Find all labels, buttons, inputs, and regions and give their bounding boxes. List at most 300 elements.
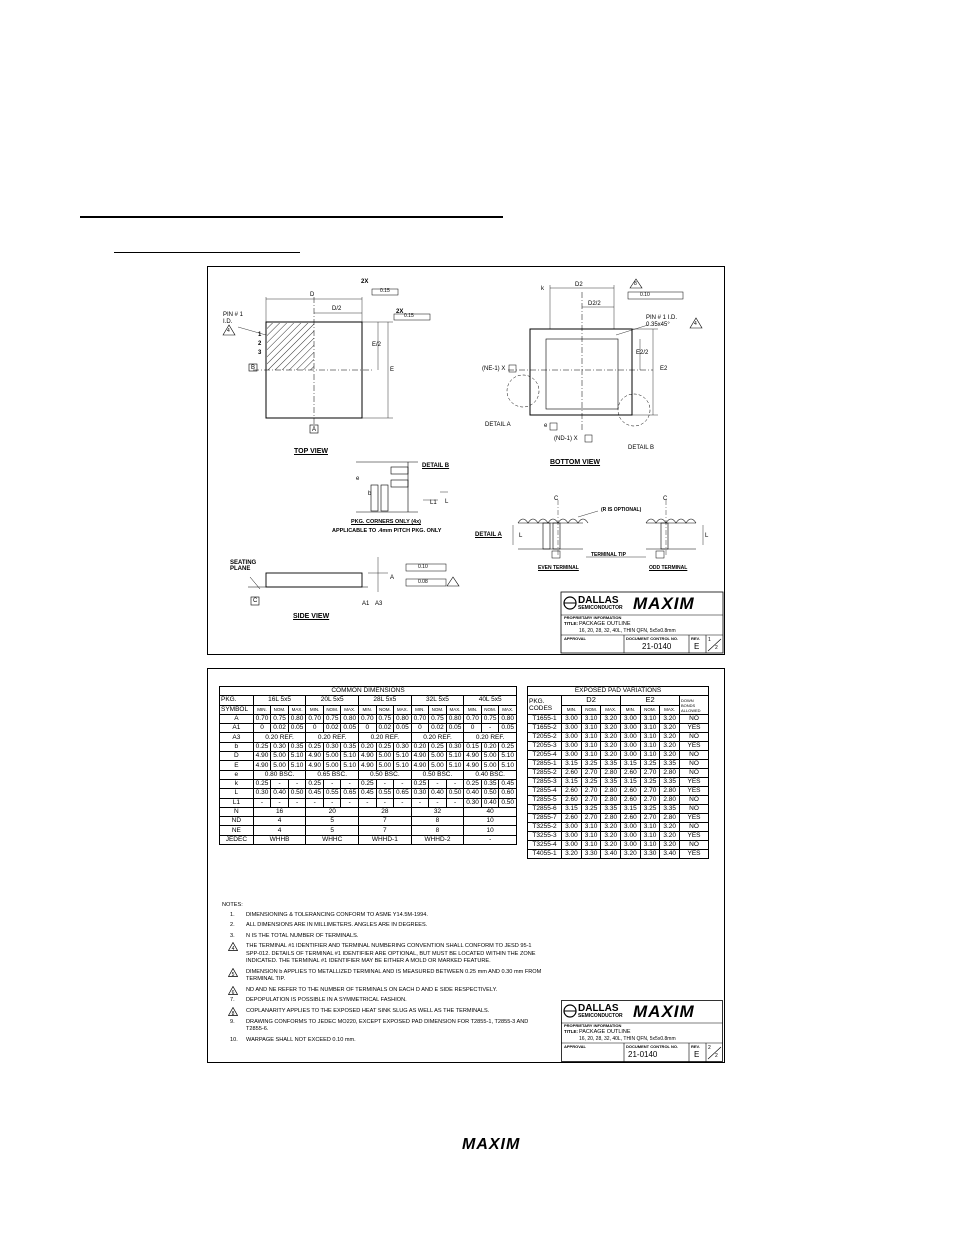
- value-cell: 3.10: [581, 840, 601, 849]
- tol-008-side: 0.08: [418, 579, 428, 585]
- value-cell: 3.20: [660, 714, 680, 723]
- dim-A1: A1: [362, 601, 370, 607]
- value-cell: 0: [306, 724, 324, 733]
- pad-variation-row: [528, 795, 709, 804]
- value-cell: 0.80: [394, 714, 412, 723]
- value-cell: 3.25: [581, 804, 601, 813]
- value-cell: 3.40: [660, 849, 680, 858]
- value-cell: YES: [680, 723, 709, 732]
- subheader-cell: MIN.: [621, 705, 641, 714]
- tol-015-a: 0.15: [380, 288, 390, 294]
- pkg-code-cell: T4055-1: [528, 849, 562, 858]
- value-cell: 0.25: [376, 742, 394, 751]
- note-number: 9.: [230, 1018, 235, 1025]
- value-cell: 3.20: [621, 849, 641, 858]
- value-cell: 3.30: [640, 849, 660, 858]
- pad-variation-row: [528, 813, 709, 822]
- value-cell: 3.10: [581, 741, 601, 750]
- value-cell: YES: [680, 831, 709, 840]
- value-span-cell: 10: [464, 826, 517, 835]
- value-cell: 0.80: [446, 714, 464, 723]
- value-cell: 3.00: [621, 714, 641, 723]
- symbol-cell: N: [220, 807, 254, 816]
- pkg-code-cell: T2855-5: [528, 795, 562, 804]
- pad-variation-row: [528, 804, 709, 813]
- dim-e-bottom: e: [544, 423, 548, 429]
- value-span-cell: WHHD-2: [411, 835, 464, 844]
- value-span-cell: -: [464, 835, 517, 844]
- dim-b-detail-b: b: [368, 491, 372, 497]
- value-cell: 3.20: [601, 732, 621, 741]
- value-cell: 5.00: [376, 761, 394, 770]
- subheader-cell: MAX.: [394, 705, 412, 714]
- value-span-cell: 40: [464, 807, 517, 816]
- subheader-cell: NOM.: [481, 705, 499, 714]
- value-cell: 3.40: [601, 849, 621, 858]
- value-cell: 3.20: [660, 723, 680, 732]
- value-cell: 3.35: [601, 759, 621, 768]
- dim-L-right: L: [705, 533, 709, 539]
- value-cell: 0.30: [253, 789, 271, 798]
- value-cell: 0.75: [481, 714, 499, 723]
- value-cell: 2.70: [640, 795, 660, 804]
- value-cell: 5.10: [341, 752, 359, 761]
- seating-plane-label: SEATING PLANE: [230, 560, 257, 572]
- value-cell: 2.60: [621, 795, 641, 804]
- value-cell: 4.90: [359, 761, 377, 770]
- approval-label: APPROVAL: [564, 636, 586, 641]
- value-cell: -: [429, 798, 447, 807]
- value-cell: 2.70: [640, 813, 660, 822]
- pkg-code-cell: T3255-2: [528, 822, 562, 831]
- value-cell: 5.10: [446, 761, 464, 770]
- pkg-code-cell: T2855-6: [528, 804, 562, 813]
- note-item: [222, 933, 542, 941]
- symbol-cell: JEDEC: [220, 835, 254, 844]
- value-cell: 5.00: [481, 752, 499, 761]
- value-cell: 3.35: [601, 804, 621, 813]
- value-cell: 3.10: [640, 831, 660, 840]
- symbol-label: SYMBOL: [220, 705, 254, 714]
- tol-015-b: 0.15: [404, 313, 414, 319]
- semiconductor-label: SEMICONDUCTOR: [578, 605, 623, 611]
- pin-num-1: 1: [258, 332, 262, 338]
- value-cell: -: [446, 798, 464, 807]
- value-cell: NO: [680, 795, 709, 804]
- common-dimensions-title: COMMON DIMENSIONS: [220, 687, 517, 696]
- tol-2x-b: 2X: [396, 309, 404, 315]
- value-cell: 3.00: [562, 741, 582, 750]
- note-text: THE TERMINAL #1 IDENTIFIER AND TERMINAL NUMBERING CONVENTION SHALL CONFORM TO JESD 95-1 SPP-012. DETAILS OF TERMINAL #1 IDENTIFIER ARE OPTIONAL, BUT MUST BE LOCATED WITHIN THE ZONE INDICATED. THE TERMINAL #1 IDENTIFIER MAY BE EITHER A MOLD OR MARKED FEATURE.: [246, 943, 536, 965]
- value-cell: NO: [680, 822, 709, 831]
- proprietary-label: PROPRIETARY INFORMATION: [564, 615, 622, 620]
- dim-k-bottom: k: [541, 286, 544, 292]
- value-cell: 3.20: [562, 849, 582, 858]
- pkg-code-cell: T1655-1: [528, 714, 562, 723]
- value-cell: YES: [680, 813, 709, 822]
- value-cell: 0.80: [341, 714, 359, 723]
- pkg-code-cell: T2855-1: [528, 759, 562, 768]
- note-item: [222, 969, 542, 984]
- value-cell: YES: [680, 741, 709, 750]
- pad-variation-row: [528, 840, 709, 849]
- value-cell: 0.70: [464, 714, 482, 723]
- value-cell: 2.70: [581, 795, 601, 804]
- subheader-cell: NOM.: [640, 705, 660, 714]
- value-cell: -: [429, 779, 447, 788]
- pad-variation-row: [528, 732, 709, 741]
- title-line-2-2: 16, 20, 28, 32, 40L, THIN QFN, 5x5x0.8mm: [579, 1036, 676, 1042]
- value-cell: 0.25: [411, 779, 429, 788]
- value-cell: 0.05: [446, 724, 464, 733]
- cl-right: C: [663, 496, 668, 502]
- value-cell: 3.20: [660, 732, 680, 741]
- value-cell: -: [271, 798, 289, 807]
- note-item: [222, 997, 542, 1005]
- note-item: [222, 1019, 542, 1034]
- tri-note-4-top: 4: [227, 328, 230, 334]
- chamfer-label: 0.35x45°: [646, 322, 670, 328]
- pad-variation-row: [528, 822, 709, 831]
- value-cell: 0.35: [288, 742, 306, 751]
- title-label-2: TITLE:: [564, 1029, 578, 1034]
- value-cell: 0.40: [429, 789, 447, 798]
- value-cell: 3.00: [621, 822, 641, 831]
- value-cell: 4.90: [359, 752, 377, 761]
- package-header: 40L 5x5: [464, 696, 517, 705]
- note-number: 7.: [230, 997, 235, 1004]
- symbol-cell: A3: [220, 733, 254, 742]
- symbol-cell: NE: [220, 826, 254, 835]
- value-cell: 3.20: [601, 822, 621, 831]
- note-text: COPLANARITY APPLIES TO THE EXPOSED HEAT SINK SLUG AS WELL AS THE TERMINALS.: [246, 1008, 490, 1015]
- value-cell: 2.80: [601, 786, 621, 795]
- value-cell: 5.00: [481, 761, 499, 770]
- value-cell: 2.80: [601, 813, 621, 822]
- note-item: [222, 912, 542, 920]
- dimension-row: [220, 826, 517, 835]
- symbol-cell: A: [220, 714, 254, 723]
- value-cell: 3.10: [640, 750, 660, 759]
- value-cell: 2.80: [660, 795, 680, 804]
- value-cell: NO: [680, 840, 709, 849]
- dimension-row: [220, 761, 517, 770]
- note-text: DIMENSIONING & TOLERANCING CONFORM TO ASME Y14.5M-1994.: [246, 911, 428, 918]
- value-cell: 0.55: [376, 789, 394, 798]
- value-cell: 0.25: [429, 742, 447, 751]
- note-triangle-icon: [228, 942, 238, 951]
- value-cell: 3.25: [640, 777, 660, 786]
- rev-label-2: REV.: [691, 1044, 700, 1049]
- dimension-row: [220, 779, 517, 788]
- value-cell: 2.80: [660, 768, 680, 777]
- value-cell: 3.10: [640, 822, 660, 831]
- pad-variation-row: [528, 741, 709, 750]
- value-cell: 0.30: [446, 742, 464, 751]
- note-triangle-icon: [228, 968, 238, 977]
- even-terminal-label: EVEN TERMINAL: [538, 565, 579, 571]
- value-cell: 0.40: [481, 798, 499, 807]
- pin1-label: PIN # 1: [223, 312, 244, 318]
- value-span-cell: 0.50 BSC.: [359, 770, 412, 779]
- value-cell: 3.20: [601, 714, 621, 723]
- value-cell: 0.30: [323, 742, 341, 751]
- dimension-row: [220, 798, 517, 807]
- value-cell: 0.45: [306, 789, 324, 798]
- value-cell: 4.90: [306, 761, 324, 770]
- note-text: DIMENSION b APPLIES TO METALLIZED TERMINAL AND IS MEASURED BETWEEN 0.25 mm AND 0.30 mm FROM TERMINAL TIP.: [246, 968, 542, 983]
- value-cell: 0.40: [464, 789, 482, 798]
- value-cell: 3.35: [601, 777, 621, 786]
- subheader-cell: NOM.: [376, 705, 394, 714]
- value-cell: 5.10: [341, 761, 359, 770]
- subheader-cell: MIN.: [562, 705, 582, 714]
- doc-control-label: DOCUMENT CONTROL NO.: [626, 636, 679, 641]
- subheader-cell: MAX.: [660, 705, 680, 714]
- value-cell: 5.00: [323, 752, 341, 761]
- value-cell: 5.10: [499, 752, 517, 761]
- value-span-cell: 4: [253, 826, 306, 835]
- doc-number: 21-0140: [642, 642, 672, 651]
- value-cell: 4.90: [464, 761, 482, 770]
- note-number: 1.: [230, 911, 235, 918]
- datum-C: C: [253, 598, 258, 604]
- value-cell: 3.00: [621, 840, 641, 849]
- value-span-cell: 4: [253, 817, 306, 826]
- value-cell: 3.20: [601, 750, 621, 759]
- note-text: WARPAGE SHALL NOT EXCEED 0.10 mm.: [246, 1036, 356, 1043]
- top-view-title: TOP VIEW: [294, 448, 328, 455]
- value-cell: NO: [680, 732, 709, 741]
- pkg-label: PKG.: [220, 696, 254, 705]
- proprietary-label-2: PROPRIETARY INFORMATION: [564, 1023, 622, 1028]
- approval-label-2: APPROVAL: [564, 1044, 586, 1049]
- value-cell: 0.30: [394, 742, 412, 751]
- value-cell: -: [394, 779, 412, 788]
- value-cell: 3.10: [640, 723, 660, 732]
- value-span-cell: 5: [306, 826, 359, 835]
- value-cell: NO: [680, 759, 709, 768]
- dim-E: E: [390, 367, 395, 373]
- value-cell: YES: [680, 777, 709, 786]
- value-cell: 3.10: [581, 723, 601, 732]
- pad-variation-row: [528, 723, 709, 732]
- value-cell: 4.90: [253, 752, 271, 761]
- value-cell: 5.00: [376, 752, 394, 761]
- subheader-cell: MIN.: [253, 705, 271, 714]
- value-cell: -: [323, 798, 341, 807]
- dimension-row: [220, 817, 517, 826]
- dimension-row: [220, 742, 517, 751]
- value-cell: -: [394, 798, 412, 807]
- pad-variation-row: [528, 750, 709, 759]
- package-header: 28L 5x5: [359, 696, 412, 705]
- maxim-logo-2: MAXIM: [633, 1002, 695, 1021]
- dallas-logo: DALLAS: [578, 595, 619, 606]
- value-cell: 2.60: [562, 813, 582, 822]
- value-cell: -: [288, 798, 306, 807]
- value-cell: 5.10: [288, 761, 306, 770]
- title-line-2: 16, 20, 28, 32, 40L, THIN QFN, 5x5x0.8mm: [579, 628, 676, 634]
- drawing-sheet-1: [207, 266, 725, 655]
- value-cell: 0.50: [499, 798, 517, 807]
- value-cell: 0.70: [359, 714, 377, 723]
- value-cell: 3.00: [621, 741, 641, 750]
- value-cell: 5.10: [499, 761, 517, 770]
- ne1x-label: (NE-1) X: [482, 366, 506, 372]
- pad-variation-row: [528, 714, 709, 723]
- pkg-code-cell: T2055-2: [528, 732, 562, 741]
- value-cell: 3.20: [601, 723, 621, 732]
- symbol-cell: D: [220, 752, 254, 761]
- subheader-cell: MAX.: [341, 705, 359, 714]
- value-cell: 0.25: [359, 779, 377, 788]
- value-span-cell: 7: [359, 817, 412, 826]
- page-numerator-2: 2: [708, 1045, 711, 1051]
- value-cell: -: [323, 779, 341, 788]
- value-span-cell: 0.65 BSC.: [306, 770, 359, 779]
- value-cell: 2.70: [581, 786, 601, 795]
- value-cell: 2.70: [581, 768, 601, 777]
- value-cell: 2.60: [562, 786, 582, 795]
- value-cell: 3.00: [621, 732, 641, 741]
- value-cell: NO: [680, 768, 709, 777]
- semiconductor-label-2: SEMICONDUCTOR: [578, 1013, 623, 1019]
- note-text: N IS THE TOTAL NUMBER OF TERMINALS.: [246, 932, 359, 939]
- value-cell: -: [411, 798, 429, 807]
- symbol-cell: A1: [220, 724, 254, 733]
- dim-E-half: E/2: [372, 342, 382, 348]
- value-cell: 3.25: [640, 804, 660, 813]
- value-cell: 3.20: [601, 741, 621, 750]
- value-cell: 2.80: [601, 768, 621, 777]
- value-cell: 0.30: [271, 742, 289, 751]
- dimension-row: [220, 752, 517, 761]
- value-cell: -: [359, 798, 377, 807]
- value-cell: YES: [680, 849, 709, 858]
- dim-L1: L1: [430, 500, 437, 506]
- value-span-cell: 0.20 REF.: [253, 733, 306, 742]
- doc-number-2: 21-0140: [628, 1050, 658, 1059]
- value-cell: 0.30: [464, 798, 482, 807]
- pkg-code-cell: T1655-2: [528, 723, 562, 732]
- value-cell: 3.00: [562, 723, 582, 732]
- dim-A-side: A: [390, 575, 395, 581]
- value-cell: 3.00: [562, 732, 582, 741]
- value-cell: 5.00: [429, 761, 447, 770]
- value-cell: 3.00: [562, 750, 582, 759]
- detail-b-title: DETAIL B: [422, 463, 450, 469]
- value-cell: -: [271, 779, 289, 788]
- value-cell: -: [306, 798, 324, 807]
- value-cell: 3.15: [562, 759, 582, 768]
- value-cell: 0.65: [341, 789, 359, 798]
- tri-note-4-bottom: 4: [694, 321, 697, 327]
- note-triangle-icon: [228, 986, 238, 995]
- dallas-logo-2: DALLAS: [578, 1003, 619, 1014]
- nd1x-label: (ND-1) X: [554, 436, 578, 442]
- value-cell: 0: [464, 724, 482, 733]
- side-view-title: SIDE VIEW: [293, 613, 330, 620]
- value-cell: 3.00: [562, 840, 582, 849]
- symbol-cell: b: [220, 742, 254, 751]
- dimension-row: [220, 733, 517, 742]
- value-cell: 3.10: [581, 831, 601, 840]
- value-cell: 3.10: [581, 750, 601, 759]
- note-item: [222, 1008, 542, 1016]
- value-span-cell: 16: [253, 807, 306, 816]
- value-cell: 0.25: [253, 779, 271, 788]
- value-cell: 0: [359, 724, 377, 733]
- value-cell: 3.35: [660, 804, 680, 813]
- value-cell: 0.50: [288, 789, 306, 798]
- dim-A3: A3: [375, 601, 383, 607]
- value-cell: NO: [680, 804, 709, 813]
- subheader-cell: MIN.: [411, 705, 429, 714]
- value-cell: 0.25: [464, 779, 482, 788]
- pad-variation-row: [528, 759, 709, 768]
- page-numerator: 1: [708, 637, 711, 643]
- subheader-cell: MIN.: [306, 705, 324, 714]
- value-cell: 3.00: [562, 822, 582, 831]
- maxim-logo: MAXIM: [633, 594, 695, 613]
- value-cell: 3.25: [640, 759, 660, 768]
- notes-title: NOTES:: [222, 902, 243, 908]
- value-cell: 0.75: [429, 714, 447, 723]
- value-cell: 2.60: [562, 768, 582, 777]
- pkg-code-cell: T3255-3: [528, 831, 562, 840]
- pkg-label-2: PKG.: [529, 698, 545, 706]
- pin1-id-bottom: PIN # 1 I.D.: [646, 315, 678, 321]
- value-cell: 3.20: [660, 822, 680, 831]
- value-cell: 4.90: [411, 761, 429, 770]
- page-denominator-2: 2: [715, 1053, 718, 1059]
- value-cell: 3.00: [562, 831, 582, 840]
- value-cell: 0.25: [499, 742, 517, 751]
- value-cell: -: [446, 779, 464, 788]
- value-span-cell: 5: [306, 817, 359, 826]
- value-cell: 2.70: [640, 786, 660, 795]
- detail-a-title: DETAIL A: [475, 532, 502, 538]
- dim-e-detail-b: e: [356, 476, 360, 482]
- header-rule-short: [114, 252, 300, 253]
- value-cell: 0.45: [499, 779, 517, 788]
- rev-label: REV.: [691, 636, 700, 641]
- subheader-cell: NOM.: [429, 705, 447, 714]
- value-cell: 2.60: [621, 768, 641, 777]
- value-span-cell: WHHC: [306, 835, 359, 844]
- pkg-code-cell: T2855-7: [528, 813, 562, 822]
- subheader-cell: MAX.: [446, 705, 464, 714]
- value-cell: 0.35: [341, 742, 359, 751]
- value-cell: 0.25: [253, 742, 271, 751]
- revision: E: [694, 642, 700, 651]
- value-cell: 2.80: [660, 813, 680, 822]
- value-cell: 5.00: [429, 752, 447, 761]
- note-number: 3.: [230, 932, 235, 939]
- datum-B: B: [251, 365, 256, 371]
- pad-variation-row: [528, 786, 709, 795]
- value-cell: 3.35: [660, 777, 680, 786]
- value-cell: -: [253, 798, 271, 807]
- package-header: 32L 5x5: [411, 696, 464, 705]
- value-span-cell: 0.20 REF.: [306, 733, 359, 742]
- dim-L-left: L: [519, 533, 523, 539]
- value-span-cell: 0.80 BSC.: [253, 770, 306, 779]
- pkg-code-cell: T3255-4: [528, 840, 562, 849]
- value-cell: 3.10: [640, 741, 660, 750]
- value-span-cell: 0.20 REF.: [411, 733, 464, 742]
